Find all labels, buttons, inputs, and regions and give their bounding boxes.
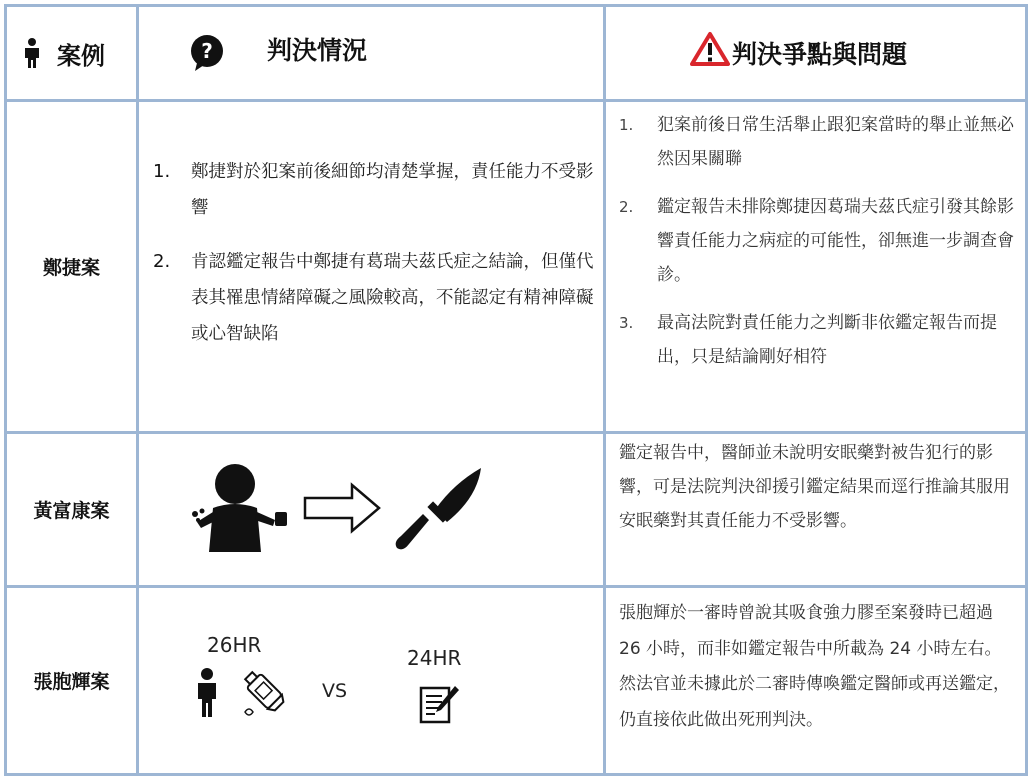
list-item (619, 108, 1015, 176)
header-case-cell (7, 7, 136, 99)
list-text: 鄭捷對於犯案前後細節均清楚掌握，責任能力不受影響 (191, 162, 594, 218)
grid-line (1025, 4, 1028, 776)
person-taking-pills-icon (191, 462, 291, 552)
list-item (619, 190, 1015, 292)
grid-line (4, 773, 1028, 776)
list-text: 犯案前後日常生活舉止跟犯案當時的舉止並無必然因果關聯 (657, 115, 1014, 169)
warning-triangle-icon (690, 31, 730, 67)
case-name-cell (7, 102, 136, 431)
vs-label: VS (322, 680, 348, 702)
header-judgment-label: 判決情況 (267, 36, 368, 65)
header-issues-cell (606, 7, 1025, 99)
list-item (153, 154, 595, 226)
case-name: 張胞輝案 (33, 671, 110, 693)
document-edit-icon (417, 682, 461, 726)
list-number: 1. (619, 116, 634, 134)
list-item (619, 306, 1015, 374)
issues-text: 張胞輝於一審時曾說其吸食強力膠至案發時已超過 26 小時，而非如鑑定報告中所載為 24 小時左右。然法官並未據此於二審時傳喚鑑定醫師或再送鑑定，仍直接依此做出死刑判決。 (619, 603, 1010, 730)
list-number: 3. (619, 314, 634, 332)
list-number: 2. (153, 251, 171, 272)
right-hours-label: 24HR (407, 646, 462, 670)
illustration-cell (139, 588, 603, 773)
knife-icon (391, 464, 487, 560)
list-text: 最高法院對責任能力之判斷非依鑑定報告而提出，只是結論剛好相符 (657, 313, 997, 367)
list-text: 鑑定報告未排除鄭捷因葛瑞夫茲氏症引發其餘影響責任能力之病症的可能性，卻無進一步調查會診。 (657, 197, 1014, 285)
case-name: 黃富康案 (33, 500, 110, 522)
right-arrow-icon (302, 482, 382, 534)
issues-list (619, 108, 1015, 374)
list-text: 肯認鑑定報告中鄭捷有葛瑞夫茲氏症之結論，但僅代表其罹患情緒障礙之風險較高，不能認定有精神障礙或心智缺陷 (191, 252, 594, 344)
header-issues-label: 判決爭點與問題 (732, 40, 908, 69)
question-bubble-icon (189, 34, 225, 72)
glue-tube-icon (239, 666, 291, 718)
illustration-cell (139, 434, 603, 585)
header-judgment-cell (139, 7, 603, 99)
header-case-label: 案例 (57, 41, 105, 70)
list-item (153, 244, 595, 352)
list-number: 1. (153, 161, 171, 182)
list-number: 2. (619, 198, 634, 216)
person-icon (23, 38, 41, 68)
case-table (4, 4, 1028, 776)
svg-text:?: ? (201, 39, 213, 63)
case-name-cell (7, 588, 136, 773)
judgment-cell (139, 102, 603, 431)
issues-cell (606, 588, 1025, 773)
issues-text: 鑑定報告中，醫師並未說明安眠藥對被告犯行的影響，可是法院判決卻援引鑑定結果而逕行推論其服用安眠藥對其責任能力不受影響。 (619, 443, 1010, 531)
person-icon (195, 668, 219, 718)
case-name: 鄭捷案 (42, 257, 100, 279)
left-hours-label: 26HR (207, 633, 262, 657)
issues-cell (606, 434, 1025, 585)
case-name-cell (7, 434, 136, 585)
judgment-list (153, 154, 595, 352)
issues-cell (606, 102, 1025, 431)
